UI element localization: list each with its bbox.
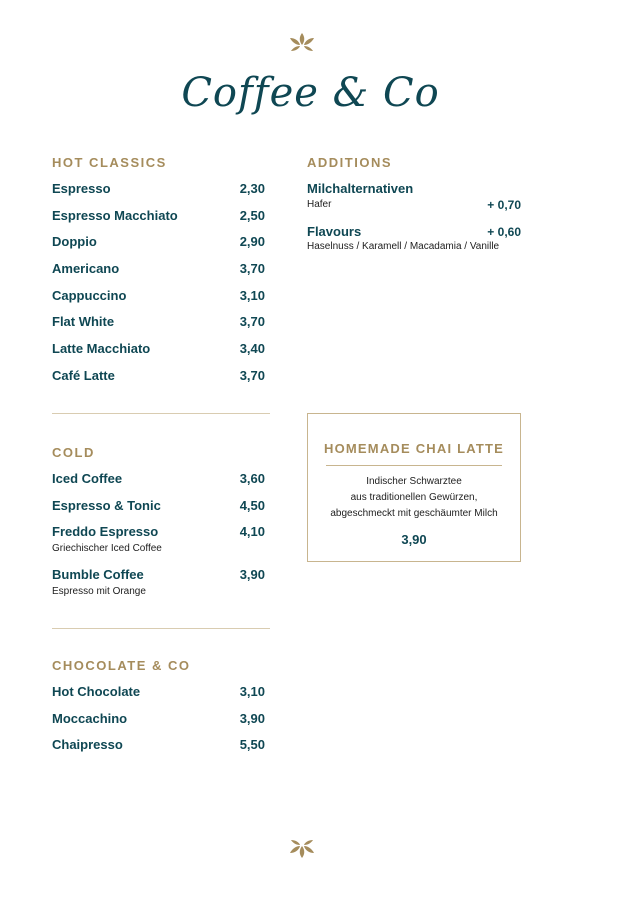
item-price: 4,50 bbox=[239, 497, 265, 513]
chai-desc-line: aus traditionellen Gewürzen, bbox=[350, 492, 478, 503]
item-name: Iced Coffee bbox=[52, 471, 123, 486]
menu-item bbox=[52, 261, 270, 277]
menu-item bbox=[52, 341, 270, 357]
item-name: Espresso bbox=[52, 181, 111, 196]
menu-item bbox=[52, 684, 270, 700]
item-name: Doppio bbox=[52, 234, 97, 250]
menu-item bbox=[52, 471, 270, 487]
hot-classics-section bbox=[52, 155, 270, 395]
section-heading: CHOCOLATE & CO bbox=[52, 658, 191, 673]
addition-detail: Hafer bbox=[307, 199, 332, 210]
item-price: 3,10 bbox=[239, 684, 265, 699]
chocolate-section bbox=[52, 658, 270, 764]
item-price: 3,40 bbox=[239, 341, 265, 357]
addition-detail: Haselnuss / Karamell / Macadamia / Vanille bbox=[307, 241, 500, 252]
item-name: Hot Chocolate bbox=[52, 684, 141, 699]
menu-item bbox=[52, 368, 270, 384]
item-price: 3,60 bbox=[239, 471, 265, 486]
item-price: 2,90 bbox=[239, 234, 265, 250]
chai-price: 3,90 bbox=[401, 532, 427, 547]
addition-row bbox=[307, 197, 521, 213]
item-name: Latte Macchiato bbox=[52, 341, 151, 357]
item-description: Griechischer Iced Coffee bbox=[52, 543, 162, 555]
item-name: Moccachino bbox=[52, 710, 128, 726]
item-description: Espresso mit Orange bbox=[52, 586, 146, 598]
menu-item bbox=[52, 234, 270, 250]
menu-item bbox=[52, 288, 270, 304]
leaf-ornament-icon bbox=[287, 32, 317, 52]
section-heading: ADDITIONS bbox=[307, 155, 392, 170]
section-divider bbox=[52, 628, 270, 629]
addition-name: Flavours bbox=[307, 224, 362, 239]
menu-item bbox=[52, 208, 270, 224]
item-price: 4,10 bbox=[239, 524, 265, 540]
item-price: 2,50 bbox=[239, 207, 265, 223]
menu-item bbox=[52, 498, 270, 514]
item-name: Espresso & Tonic bbox=[52, 497, 161, 513]
item-name: Freddo Espresso bbox=[52, 524, 159, 540]
item-price: 3,70 bbox=[239, 314, 265, 330]
item-name: Flat White bbox=[52, 314, 115, 330]
addition-price: + 0,70 bbox=[487, 198, 521, 212]
menu-item bbox=[52, 314, 270, 330]
item-name: Chaipresso bbox=[52, 737, 123, 753]
section-divider bbox=[52, 413, 270, 414]
addition-price: + 0,60 bbox=[487, 225, 521, 239]
cold-section bbox=[52, 445, 270, 610]
chai-latte-box bbox=[307, 413, 521, 562]
menu-item bbox=[52, 181, 270, 197]
item-name: Espresso Macchiato bbox=[52, 207, 178, 223]
menu-title: Coffee & Co bbox=[181, 70, 440, 116]
menu-item bbox=[52, 524, 270, 555]
item-price: 5,50 bbox=[239, 737, 265, 753]
addition-row bbox=[307, 224, 521, 240]
item-price: 3,70 bbox=[239, 367, 265, 383]
leaf-ornament-icon bbox=[287, 839, 317, 859]
item-price: 2,30 bbox=[239, 181, 265, 196]
chai-desc-line: Indischer Schwarztee bbox=[366, 476, 462, 487]
section-heading: HOT CLASSICS bbox=[52, 155, 167, 170]
chai-heading: HOMEMADE CHAI LATTE bbox=[324, 441, 504, 456]
item-price: 3,90 bbox=[239, 710, 265, 726]
item-price: 3,70 bbox=[239, 261, 265, 277]
addition-name: Milchalternativen bbox=[307, 181, 414, 196]
menu-item bbox=[52, 737, 270, 753]
menu-item bbox=[52, 711, 270, 727]
item-price: 3,90 bbox=[239, 567, 265, 583]
item-name: Americano bbox=[52, 261, 120, 277]
menu-item bbox=[52, 567, 270, 598]
chai-desc-line: abgeschmeckt mit geschäumter Milch bbox=[330, 508, 498, 519]
chai-description bbox=[308, 474, 520, 522]
item-name: Cappuccino bbox=[52, 287, 127, 303]
item-name: Bumble Coffee bbox=[52, 567, 144, 583]
additions-section bbox=[307, 155, 521, 254]
item-name: Café Latte bbox=[52, 367, 115, 383]
item-price: 3,10 bbox=[239, 287, 265, 303]
section-heading: COLD bbox=[52, 445, 95, 460]
chai-divider bbox=[326, 465, 502, 466]
